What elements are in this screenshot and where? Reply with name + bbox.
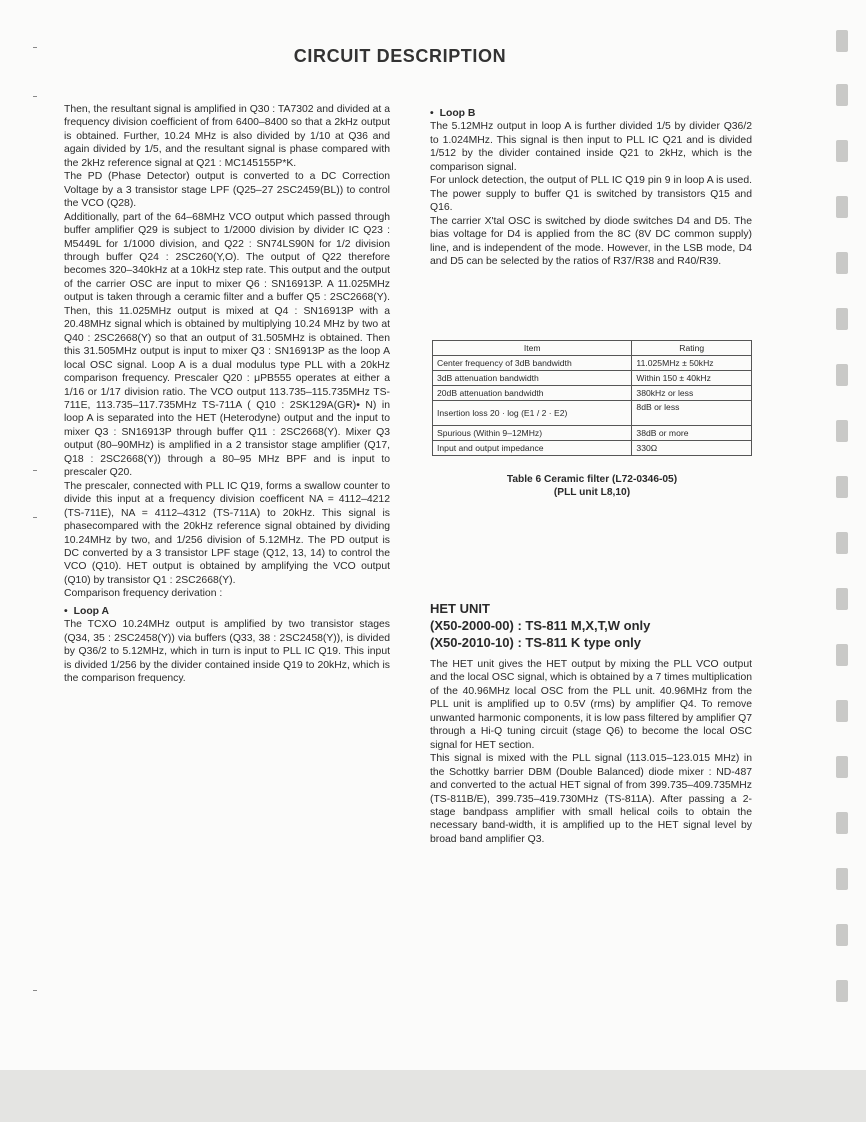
paragraph: For unlock detection, the output of PLL IC Q19 pin 9 in loop A is used. The power supply to buffer Q1 is switched by transistors Q15 and Q16. <box>430 175 752 214</box>
binder-mark <box>836 196 848 218</box>
binder-mark <box>836 644 848 666</box>
caption-line: Table 6 Ceramic filter (L72-0346-05) <box>506 474 678 485</box>
scan-speck <box>33 470 37 471</box>
table-cell: Spurious (Within 9–12MHz) <box>433 426 632 441</box>
scan-speck <box>33 47 37 48</box>
binder-mark <box>836 700 848 722</box>
table-cell: 20dB attenuation bandwidth <box>433 386 632 401</box>
binder-mark <box>836 140 848 162</box>
table-cell: Input and output impedance <box>433 441 632 456</box>
scan-speck <box>33 990 37 991</box>
paragraph: The TCXO 10.24MHz output is amplified by two transistor stages (Q34, 35 : 2SC2458(Y)) via buffers (Q33, 38 : 2SC2458(Y)), is divided by Q36/2 to 5.12MHz, which in turn is input to PLL IC Q19. This input is divided 1/256 by the divider contained inside Q19 to 20kHz, which is the comparison frequency. <box>64 619 390 685</box>
binder-mark <box>836 532 848 554</box>
table-row <box>433 356 752 371</box>
left-column <box>64 103 390 685</box>
table-row <box>433 426 752 441</box>
binder-mark <box>836 588 848 610</box>
table-row <box>433 401 752 426</box>
section-subtitle: (X50-2010-10) : TS-811 K type only <box>430 635 641 650</box>
binder-mark <box>836 308 848 330</box>
table-row <box>433 441 752 456</box>
scan-speck <box>33 517 37 518</box>
table-header: Rating <box>632 341 752 356</box>
binder-mark <box>836 924 848 946</box>
binder-mark <box>836 756 848 778</box>
paragraph: Comparison frequency derivation : <box>64 588 223 600</box>
table-cell: 11.025MHz ± 50kHz <box>632 356 752 371</box>
paragraph: The 5.12MHz output in loop A is further divided 1/5 by divider Q36/2 to 1.024MHz. This signal is then input to PLL IC Q21 and is divided 1/512 by the divider contained inside Q21 to 2kHz, which is the comparison signal. <box>430 121 752 173</box>
right-column <box>430 103 752 268</box>
section-title: HET UNIT <box>430 601 490 616</box>
binder-mark <box>836 84 848 106</box>
table-cell: Within 150 ± 40kHz <box>632 371 752 386</box>
paragraph: The HET unit gives the HET output by mixing the PLL VCO output and the local OSC signal, which is obtained by a 7 times multiplication of the 40.96MHz local OSC from the PLL unit. 40.96MHz from the PLL unit is amplified up to 0.5V (rms) by amplifier Q4. To remove unwanted harmonic components, it is low pass filtered by amplifier Q7 through a Hi-Q tuning circuit (stage Q6) to become the local OSC signal for HET section. <box>430 659 752 751</box>
table-cell: 330Ω <box>632 441 752 456</box>
binder-mark <box>836 868 848 890</box>
table-cell: 38dB or more <box>632 426 752 441</box>
table-cell: Center frequency of 3dB bandwidth <box>433 356 632 371</box>
loop-b-heading: • Loop B <box>430 107 752 120</box>
table-cell: 8dB or less <box>632 401 752 426</box>
paragraph: The prescaler, connected with PLL IC Q19, forms a swallow counter to divide this input at a frequency division coefficent NA = 4112–4212 (TS-711E), NA = 4112–4312 (TS-711A) to 20kHz. This signal is phasecompared with the 20kHz reference signal obtained by dividing 10.24MHz by two, and 1/256 division of 5.12MHz. The PD output is DC converted by a 3 transistor LPF stage (Q12, 13, 14) to control the VCO (Q10). HET output is obtained by amplifying the VCO output (Q10) by transistor Q1 : 2SC2668(Y). <box>64 480 390 586</box>
table-cell: Insertion loss 20 · log (E1 / 2 · E2) <box>433 401 632 426</box>
binder-mark <box>836 420 848 442</box>
het-unit-body <box>430 658 752 846</box>
het-unit-heading <box>430 600 760 651</box>
paragraph: The PD (Phase Detector) output is converted to a DC Correction Voltage by a 3 transistor stage LPF (Q25–27 2SC2459(BL)) to control the VCO (Q28). <box>64 171 390 210</box>
page-title: CIRCUIT DESCRIPTION <box>293 46 507 66</box>
binder-mark <box>836 364 848 386</box>
table-row <box>433 386 752 401</box>
paragraph: Additionally, part of the 64–68MHz VCO output which passed through buffer amplifier Q29 is subject to 1/2000 division by divider IC Q23 : M5449L for 1/1000 division, and Q22 : SN74LS90N for 1/2 division through buffer Q24 : 2SC260(Y,O). The output of Q22 therefore becomes 320–340kHz at a 10kHz step rate. This output and the output of the carrier OSC are input to mixer Q6 : SN16913P. A 11.025MHz output is taken through a ceramic filter and a buffer Q5 : 2SC2668(Y). Then, this 11.025MHz output is mixed at Q4 : SN16913P with a 20.48MHz signal which is obtained by multiplying 10.24 MHz by two at Q40 : 2SC2668(Y) so that an output of 31.505MHz is obtained. Then this 31.505MHz output is input to mixer Q3 : SN16913P as the loop A local OSC signal. Loop A is a dual modulus type PLL with a 20kHz comparison frequency. Prescaler Q20 : μPB555 operates at either a 1/16 or 1/17 division ratio. The VCO output 113.735–115.735MHz TS-711E, 113.735–117.735MHz TS-711A ( Q10 : 2SK129A(GR)• N) in loop A is separated into the HET (Heterodyne) output and the input to mixer Q3 : SN16913P through buffer Q11 : 2SC2668(Y). Mixer Q3 output (80–90MHz) is amplified in a 2 transistor stage amplifier (Q17, Q18 : 2SC2668(Y)) through a 80–95 MHz BPF and is input to prescaler Q20. <box>64 211 390 479</box>
binder-mark <box>836 30 848 52</box>
binder-mark <box>836 252 848 274</box>
binder-mark <box>836 812 848 834</box>
ceramic-filter-table <box>432 340 752 456</box>
paragraph: The carrier X'tal OSC is switched by diode switches D4 and D5. The bias voltage for D4 is applied from the 8C (8V DC common supply) line, and is independent of the mode. However, in the LSB mode, D4 and D5 can be selected by the ratios of R37/R38 and R40/R39. <box>430 215 752 267</box>
table-header-row <box>433 341 752 356</box>
section-subtitle: (X50-2000-00) : TS-811 M,X,T,W only <box>430 618 651 633</box>
table-header: Item <box>433 341 632 356</box>
table-cell: 3dB attenuation bandwidth <box>433 371 632 386</box>
scan-bottom-margin <box>0 1070 866 1122</box>
table-cell: 380kHz or less <box>632 386 752 401</box>
binder-mark <box>836 476 848 498</box>
table-caption <box>432 474 752 499</box>
paragraph: Then, the resultant signal is amplified in Q30 : TA7302 and divided at a frequency division coefficient of from 6400–8400 so that a 2kHz output is obtained. Further, 10.24 MHz is also divided by 1/10 at Q36 and again divided by 1/5, and the resultant signal is phase compared with the 2kHz reference signal at Q21 : MC145155P*K. <box>64 104 390 169</box>
table-row <box>433 371 752 386</box>
paragraph: This signal is mixed with the PLL signal (113.015–123.015 MHz) in the Schottky barrier DBM (Double Balanced) diode mixer : ND-487 and converted to the actual HET signal of from 399.735–409.735MHz (TS-811B/E), 399.735–419.730MHz (TS-811A). After passing a 2-stage bandpass amplifier with small helical coils to obtain the necessary band-width, it is amplified up to the HET signal level by broad band amplifier Q3. <box>430 753 752 845</box>
loop-a-heading: • Loop A <box>64 605 390 618</box>
scan-speck <box>33 96 37 97</box>
caption-line: (PLL unit L8,10) <box>553 486 631 498</box>
binder-mark <box>836 980 848 1002</box>
